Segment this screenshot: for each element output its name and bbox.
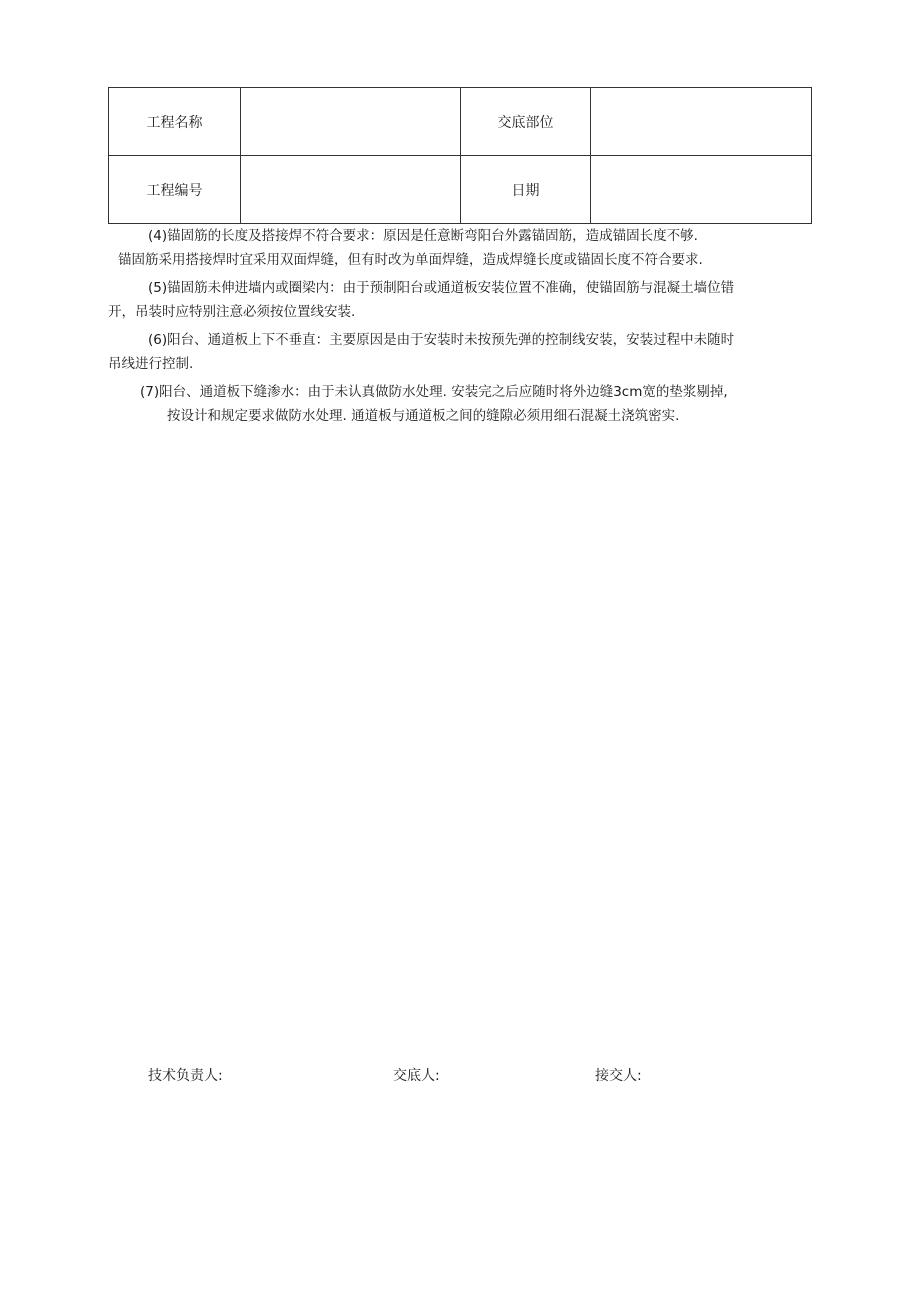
- paragraph-5-line-2: 开，吊装时应特别注意必须按位置线安装.: [108, 304, 356, 320]
- tech-lead-signature: 技术负责人:: [148, 1068, 223, 1084]
- disclosure-body: [108, 224, 818, 428]
- paragraph-4-line-1: (4)锚固筋的长度及搭接焊不符合要求：原因是任意断弯阳台外露锚固筋，造成锚固长度不够.: [148, 228, 698, 244]
- date-label: 日期: [461, 156, 591, 224]
- disclosure-part-value: [591, 88, 812, 156]
- disclosure-part-label: 交底部位: [461, 88, 591, 156]
- paragraph-6-line-2: 吊线进行控制.: [108, 356, 194, 372]
- paragraph-6-line-1: (6)阳台、通道板上下不垂直：主要原因是由于安装时未按预先弹的控制线安装，安装过程中未随时: [148, 332, 735, 348]
- table-row: [109, 156, 812, 224]
- project-name-label: 工程名称: [109, 88, 241, 156]
- paragraph-5-line-1: (5)锚固筋未伸进墙内或圈梁内：由于预制阳台或通道板安装位置不准确，使锚固筋与混凝土墙位错: [148, 280, 735, 296]
- project-info-table: [108, 87, 812, 224]
- project-name-value: [241, 88, 461, 156]
- project-number-value: [241, 156, 461, 224]
- table-row: [109, 88, 812, 156]
- receiver-signature: 接交人:: [595, 1068, 642, 1084]
- project-number-label: 工程编号: [109, 156, 241, 224]
- paragraph-7-line-1: (7)阳台、通道板下缝渗水：由于未认真做防水处理. 安装完之后应随时将外边缝3cm宽的垫浆剔掉,: [140, 384, 728, 400]
- presenter-signature: 交底人:: [393, 1068, 440, 1084]
- paragraph-7-line-2: 按设计和规定要求做防水处理. 通道板与通道板之间的缝隙必须用细石混凝土浇筑密实.: [167, 408, 680, 424]
- date-value: [591, 156, 812, 224]
- paragraph-4-line-2: 锚固筋采用搭接焊时宜采用双面焊缝，但有时改为单面焊缝，造成焊缝长度或锚固长度不符合要求.: [118, 252, 703, 268]
